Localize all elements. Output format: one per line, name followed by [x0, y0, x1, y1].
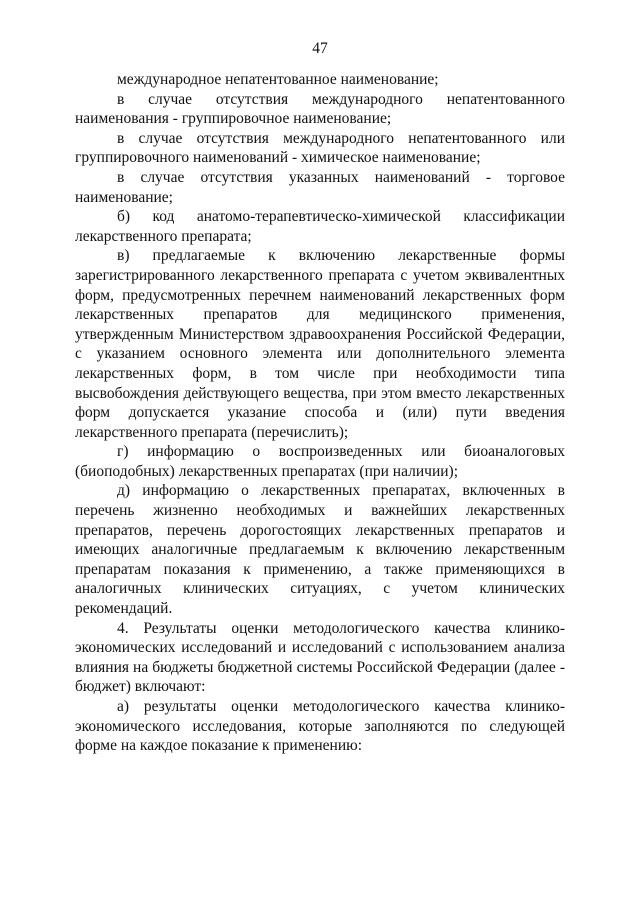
paragraph-chemical-name: в случае отсутствия международного непатентованного или группировочного наименований - химическое наименование; — [75, 129, 565, 167]
paragraph-trade-name: в случае отсутствия указанных наименований - торговое наименование; — [75, 168, 565, 206]
paragraph-group-name: в случае отсутствия международного непатентованного наименования - группировочное наименование; — [75, 90, 565, 128]
paragraph-generics-info: г) информацию о воспроизведенных или биоаналоговых (биоподобных) лекарственных препаратах (при наличии); — [75, 443, 565, 480]
paragraph-inn-name: международное непатентованное наименование; — [117, 71, 439, 88]
page-number: 47 — [312, 40, 328, 57]
paragraph-section-4a: а) результаты оценки методологического качества клинико-экономического исследования, которые заполняются по следующей форме на каждое показание к применению: — [75, 698, 565, 755]
paragraph-listed-drugs-info: д) информацию о лекарственных препаратах, включенных в перечень жизненно необходимых и важнейших лекарственных препаратов, перечень дорогостоящих лекарственных препаратов и имеющих аналогичные предлагаемым к включению лекарственным препаратам показания к применению, а также применяющихся в аналогичных клинических ситуациях, с учетом клинических рекомендаций. — [75, 482, 565, 618]
paragraph-atc-code: б) код анатомо-терапевтическо-химической классификации лекарственного препарата; — [75, 208, 565, 245]
paragraph-dosage-forms: в) предлагаемые к включению лекарственные формы зарегистрированного лекарственного препарата с учетом эквивалентных форм, предусмотренных перечнем наименований лекарственных форм лекарственных препаратов для медицинского применения, утвержденным Министерством здравоохранения Российской Федерации, с указанием основного элемента или дополнительного элемента лекарственных форм, в том числе при необходимости типа высвобождения действующего вещества, при этом вместо лекарственных форм допускается указание способа и (или) пути введения лекарственного препарата (перечислить); — [75, 247, 565, 441]
paragraph-section-4: 4. Результаты оценки методологического качества клинико-экономических исследований и исследований с использованием анализа влияния на бюджеты бюджетной системы Российской Федерации (далее - бюджет) включают: — [75, 619, 565, 696]
document-body — [75, 70, 565, 756]
